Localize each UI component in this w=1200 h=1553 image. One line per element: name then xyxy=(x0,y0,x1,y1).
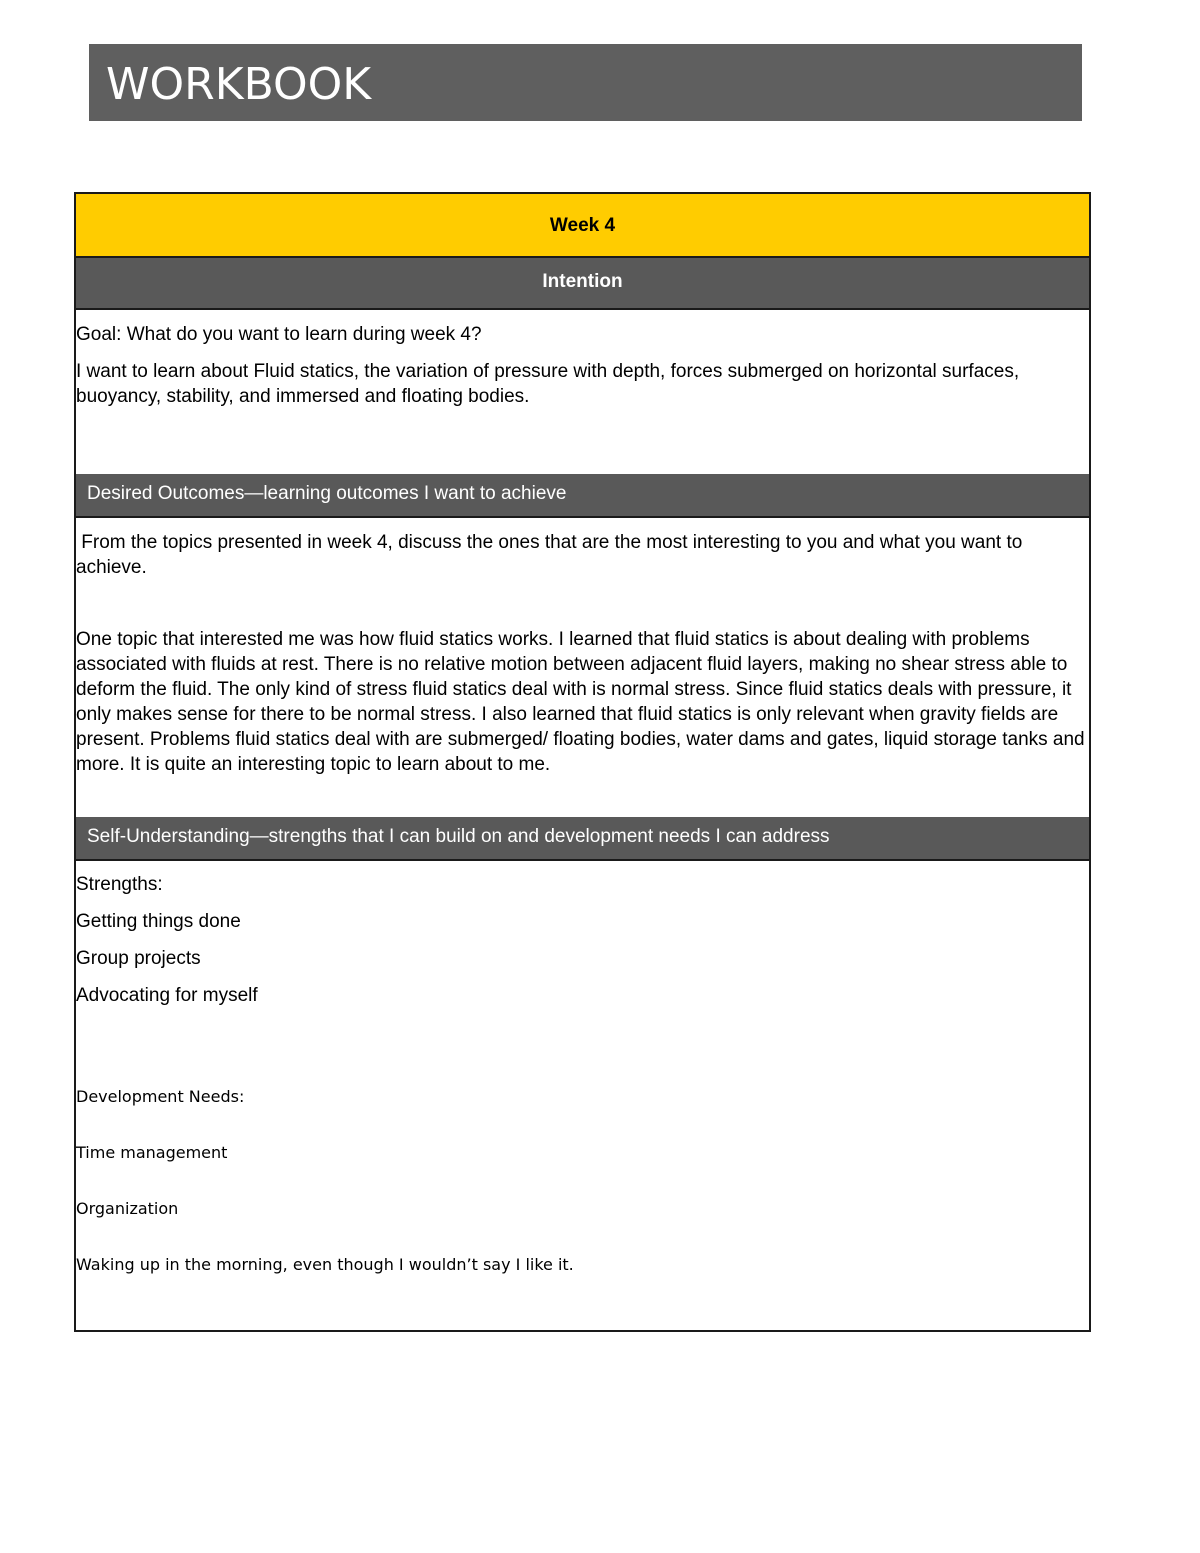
development-item: Time management xyxy=(76,1143,228,1162)
intention-content xyxy=(76,322,1089,409)
development-item: Organization xyxy=(76,1199,179,1218)
goal-answer: I want to learn about Fluid statics, the variation of pressure with depth, forces submerged on horizontal surfaces, buoyancy, stability, and immersed and floating bodies. xyxy=(76,361,1020,407)
strength-item: Advocating for myself xyxy=(76,985,258,1006)
desired-outcomes-header xyxy=(76,474,1089,518)
workbook-title: WORKBOOK xyxy=(106,59,372,110)
strength-item: Getting things done xyxy=(76,911,241,932)
desired-outcomes-content xyxy=(76,530,1089,777)
outcomes-response: One topic that interested me was how fluid statics works. I learned that fluid statics is about dealing with problems associated with fluids at rest. There is no relative motion between adjacent fluid layers, making no shear stress able to deform the fluid. The only kind of stress fluid statics deal with is normal stress. Since fluid statics deals with pressure, it only makes sense for there to be normal stress. I also learned that fluid statics is only relevant when gravity fields are present. Problems fluid statics deal with are submerged/ floating bodies, water dams and gates, liquid storage tanks and more. It is quite an interesting topic to learn about to me. xyxy=(76,629,1085,775)
outcomes-prompt: From the topics presented in week 4, discuss the ones that are the most interesting to you and what you want to achieve. xyxy=(76,532,1028,578)
self-understanding-content xyxy=(76,872,1089,1274)
week-worksheet xyxy=(74,192,1091,1332)
self-understanding-heading: Self-Understanding—strengths that I can build on and development needs I can address xyxy=(87,826,830,847)
development-title: Development Needs: xyxy=(76,1087,245,1106)
self-understanding-header xyxy=(76,817,1089,861)
week-label: Week 4 xyxy=(549,215,616,236)
development-item: Waking up in the morning, even though I wouldn’t say I like it. xyxy=(76,1255,574,1274)
development-needs xyxy=(76,1086,1089,1310)
strength-item: Group projects xyxy=(76,948,201,969)
strengths-title: Strengths: xyxy=(76,874,163,895)
intention-heading: Intention xyxy=(542,271,623,292)
intention-header xyxy=(76,258,1089,310)
workbook-banner xyxy=(89,44,1082,121)
goal-question: Goal: What do you want to learn during week 4? xyxy=(76,324,482,345)
desired-outcomes-heading: Desired Outcomes—learning outcomes I want to achieve xyxy=(87,483,567,504)
week-header xyxy=(76,194,1089,258)
